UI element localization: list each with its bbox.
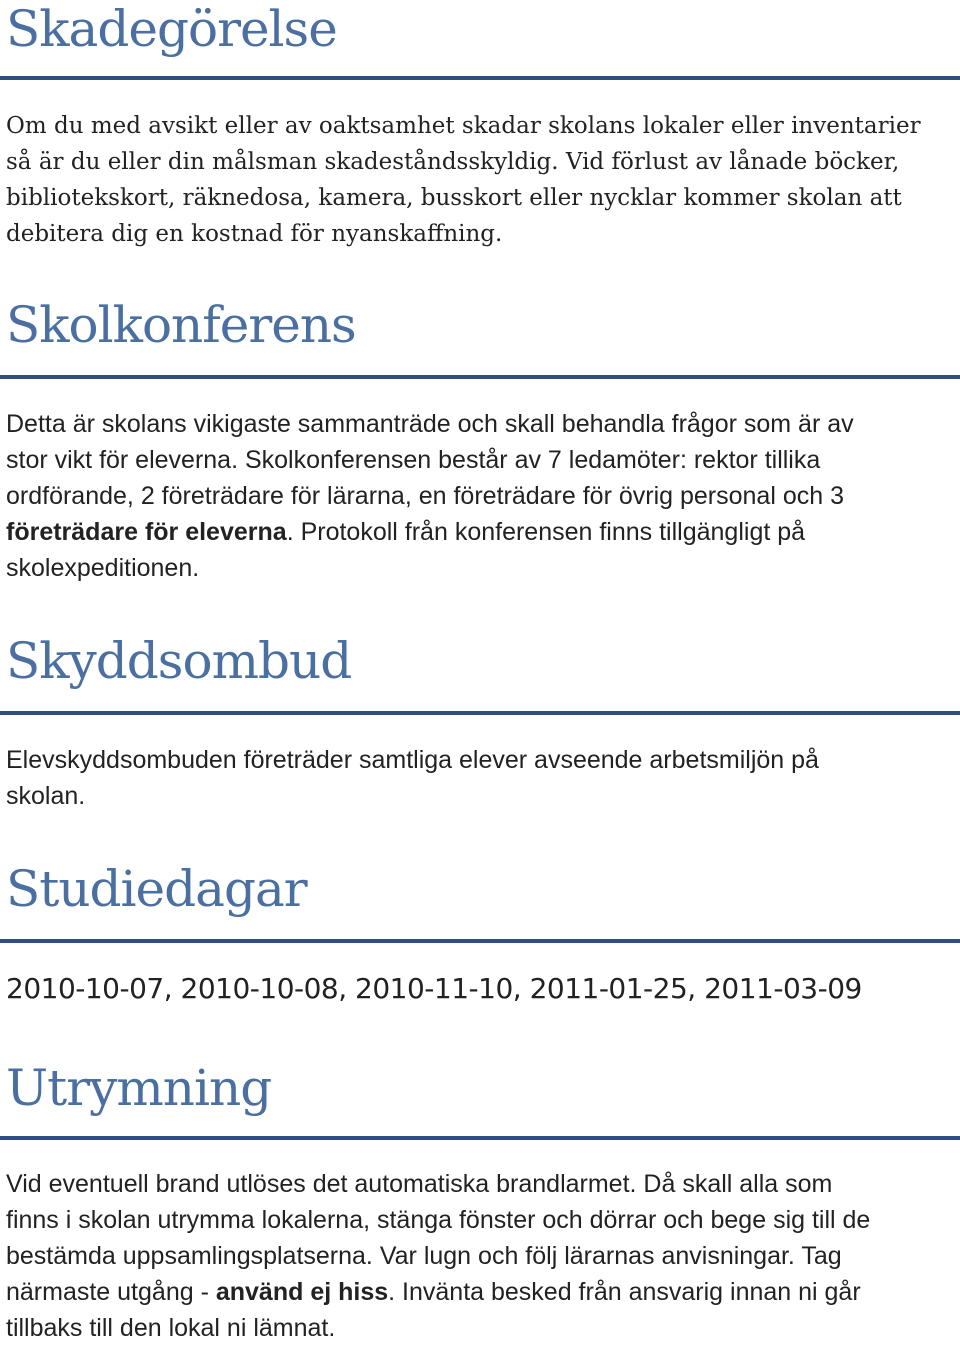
heading-studiedagar: Studiedagar — [6, 860, 307, 918]
section-divider — [0, 711, 960, 715]
paragraph-skyddsombud — [6, 742, 946, 814]
text-line — [6, 514, 946, 550]
text-line: debitera dig en kostnad för nyanskaffning. — [6, 221, 503, 247]
heading-utrymning: Utrymning — [6, 1059, 272, 1117]
bold-text: använd ej hiss — [215, 1278, 389, 1306]
paragraph-skolkonferens — [6, 406, 946, 586]
text-line — [6, 1274, 946, 1310]
section-divider — [0, 375, 960, 379]
heading-skolkonferens: Skolkonferens — [6, 296, 356, 354]
heading-skyddsombud: Skyddsombud — [6, 632, 352, 690]
text-line: stor vikt för eleverna. Skolkonferensen består av 7 ledamöter: rektor tillika — [6, 446, 821, 474]
bold-text: företrädare för eleverna — [6, 518, 287, 546]
heading-skadegorelse: Skadegörelse — [6, 0, 337, 58]
text-line: skolan. — [6, 782, 86, 810]
text-line: skolexpeditionen. — [6, 554, 200, 582]
section-divider — [0, 76, 960, 80]
text-line: Om du med avsikt eller av oaktsamhet skadar skolans lokaler eller inventarier — [6, 113, 921, 139]
text-line: bestämda uppsamlingsplatserna. Var lugn och följ lärarnas anvisningar. Tag — [6, 1242, 842, 1270]
text-line: tillbaks till den lokal ni lämnat. — [6, 1314, 336, 1342]
text-line: Elevskyddsombuden företräder samtliga elever avseende arbetsmiljön på — [6, 746, 819, 774]
text-line: bibliotekskort, räknedosa, kamera, busskort eller nycklar kommer skolan att — [6, 185, 902, 211]
text-line: finns i skolan utrymma lokalerna, stänga fönster och dörrar och bege sig till de — [6, 1206, 871, 1234]
text-line: så är du eller din målsman skadeståndsskyldig. Vid förlust av lånade böcker, — [6, 149, 900, 175]
text-line: Vid eventuell brand utlöses det automatiska brandlarmet. Då skall alla som — [6, 1170, 833, 1198]
paragraph-utrymning — [6, 1166, 946, 1346]
text-line: ordförande, 2 företrädare för lärarna, en företrädare för övrig personal och 3 — [6, 482, 844, 510]
paragraph-skadegorelse — [6, 108, 946, 252]
text-line: Detta är skolans vikigaste sammanträde och skall behandla frågor som är av — [6, 410, 854, 438]
text-fragment: . Protokoll från konferensen finns tillgängligt på — [286, 518, 806, 546]
section-divider — [0, 1136, 960, 1140]
study-dates: 2010-10-07, 2010-10-08, 2010-11-10, 2011-01-25, 2011-03-09 — [6, 972, 862, 1005]
text-fragment: närmaste utgång - — [6, 1278, 216, 1306]
text-fragment: . Invänta besked från ansvarig innan ni går — [388, 1278, 861, 1306]
section-divider — [0, 939, 960, 943]
